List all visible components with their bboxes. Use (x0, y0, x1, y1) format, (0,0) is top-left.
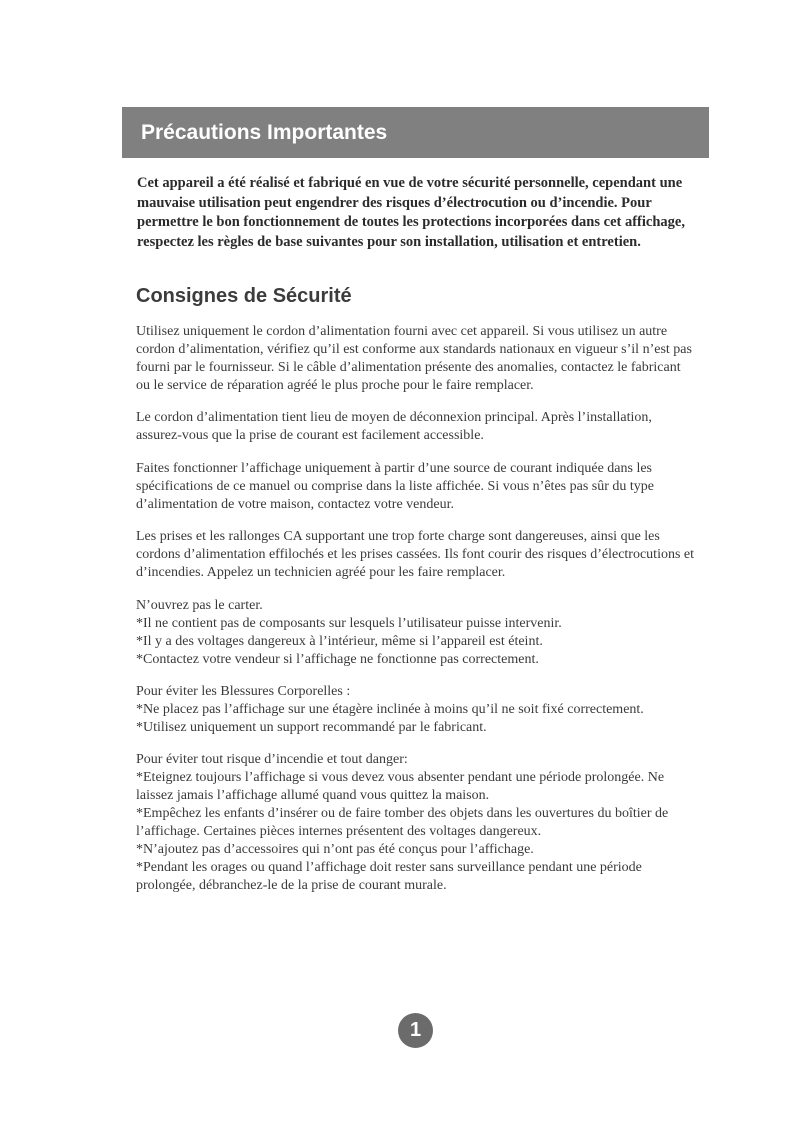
paragraph-line: Faites fonctionner l’affichage uniquement à partir d’une source de courant indiquée dans les spécifications de ce manuel ou comprise dans la liste affichée. Si vous n’êtes pas sûr du type d’alimentation de votre maison, contactez votre vendeur. (136, 460, 654, 512)
bullet-item: *Eteignez toujours l’affichage si vous devez vous absenter pendant une période prolongée. Ne laissez jamais l’affichage allumé quand vous quittez la maison. (136, 770, 665, 804)
paragraph (136, 323, 698, 395)
paragraph-line: Pour éviter tout risque d’incendie et tout danger: (136, 752, 408, 768)
bullet-item: *N’ajoutez pas d’accessoires qui n’ont pas été conçus pour l’affichage. (136, 842, 534, 858)
paragraph-line: Pour éviter les Blessures Corporelles : (136, 683, 351, 699)
bullet-item: *Ne placez pas l’affichage sur une étagère inclinée à moins qu’il ne soit fixé correctement. (136, 701, 644, 717)
page-number-badge: 1 (398, 1013, 433, 1048)
paragraph (136, 683, 698, 737)
bullet-item: *Pendant les orages ou quand l’affichage doit rester sans surveillance pendant une période prolongée, débranchez-le de la prise de courant murale. (136, 860, 642, 894)
paragraph-line: Le cordon d’alimentation tient lieu de moyen de déconnexion principal. Après l’installation, assurez-vous que la prise de courant est facilement accessible. (136, 410, 652, 444)
bullet-item: *Utilisez uniquement un support recommandé par le fabricant. (136, 719, 487, 735)
header-bar (122, 107, 709, 158)
paragraph-line: Les prises et les rallonges CA supportant une trop forte charge sont dangereuses, ainsi que les cordons d’alimentation effilochés et les prises cassées. Ils font courir des risques d’électrocutions et d’incendies. Appelez un technicien agréé pour les faire remplacer. (136, 529, 695, 581)
page-title: Précautions Importantes (141, 121, 388, 144)
paragraph (136, 751, 698, 895)
bullet-item: *Empêchez les enfants d’insérer ou de faire tomber des objets dans les ouvertures du boîtier de l’affichage. Certaines pièces internes présentent des voltages dangereux. (136, 806, 669, 840)
paragraph (136, 460, 698, 514)
bullet-item: *Il y a des voltages dangereux à l’intérieur, même si l’appareil est éteint. (136, 633, 543, 649)
paragraph-line: Utilisez uniquement le cordon d’alimentation fourni avec cet appareil. Si vous utilisez un autre cordon d’alimentation, vérifiez qu’il est conforme aux standards nationaux en vigueur s’il n’est pas fourni par le fournisseur. Si le câble d’alimentation présente des anomalies, contactez le fabricant ou le service de réparation agréé le plus proche pour le faire remplacer. (136, 324, 692, 393)
paragraph-line: N’ouvrez pas le carter. (136, 597, 263, 613)
bullet-item: *Il ne contient pas de composants sur lesquels l’utilisateur puisse intervenir. (136, 615, 562, 631)
bullet-item: *Contactez votre vendeur si l’affichage ne fonctionne pas correctement. (136, 651, 539, 667)
paragraph (136, 409, 698, 445)
safety-instructions (136, 323, 698, 910)
paragraph (136, 597, 698, 669)
section-title: Consignes de Sécurité (136, 285, 352, 307)
intro-paragraph: Cet appareil a été réalisé et fabriqué en vue de votre sécurité personnelle, cependant une mauvaise utilisation peut engendrer des risques d’électrocution ou d’incendie. Pour permettre le bon fonctionnement de toutes les protections incorporées dans cet affichage, respectez les règles de base suivantes pour son installation, utilisation et entretien. (137, 175, 685, 250)
paragraph (136, 528, 698, 582)
